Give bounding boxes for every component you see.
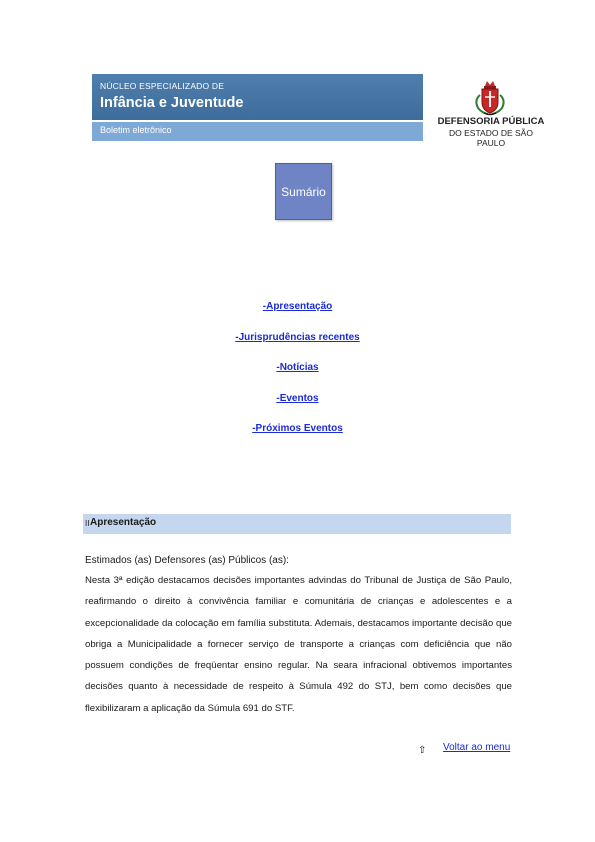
banner-title: Infância e Juventude	[100, 95, 244, 111]
menu-link-jurisprudencias[interactable]: -Jurisprudências recentes	[235, 332, 360, 343]
menu-link-eventos[interactable]: -Eventos	[276, 393, 319, 404]
salutation: Estimados (as) Defensores (as) Públicos (as):	[85, 555, 289, 566]
back-to-menu-link[interactable]: Voltar ao menu	[443, 742, 511, 753]
logo-name: DEFENSORIA PÚBLICA	[437, 116, 545, 127]
banner-kicker: NÚCLEO ESPECIALIZADO DE	[100, 81, 225, 91]
coat-of-arms-icon	[472, 78, 508, 116]
summary-button[interactable]: Sumário	[275, 163, 332, 220]
up-arrow-icon: ⇧	[418, 745, 427, 756]
menu-link-proximos-eventos[interactable]: -Próximos Eventos	[252, 423, 343, 434]
logo-subtitle: DO ESTADO DE SÃO PAULO	[449, 128, 533, 148]
section-title: Apresentação	[90, 517, 157, 528]
section-marker: II	[85, 519, 90, 528]
menu-link-apresentacao[interactable]: -Apresentação	[262, 301, 333, 312]
presentation-paragraph: Nesta 3ª edição destacamos decisões importantes advindas do Tribunal de Justiça de São Paulo, reafirmando o direito à convivência familiar e comunitária de crianças e adolescentes e a excepcionalidade da colocação em família substituta. Ademais, destacamos importante decisão que obriga a Municipalidade a fornecer serviço de transporte a crianças com deficiência que não possuem condições de freqüentar ensino regular. Na seara infracional obtivemos importantes decisões quanto à necessidade de respeito à Súmula 492 do STJ, bem como decisões que flexibilizaram a aplicação da Súmula 691 do STF.	[85, 575, 512, 714]
banner-subtitle: Boletim eletrônico	[100, 125, 172, 135]
header-banner	[92, 74, 423, 141]
menu-link-noticias[interactable]: -Notícias	[276, 362, 319, 373]
section-header	[83, 514, 511, 534]
